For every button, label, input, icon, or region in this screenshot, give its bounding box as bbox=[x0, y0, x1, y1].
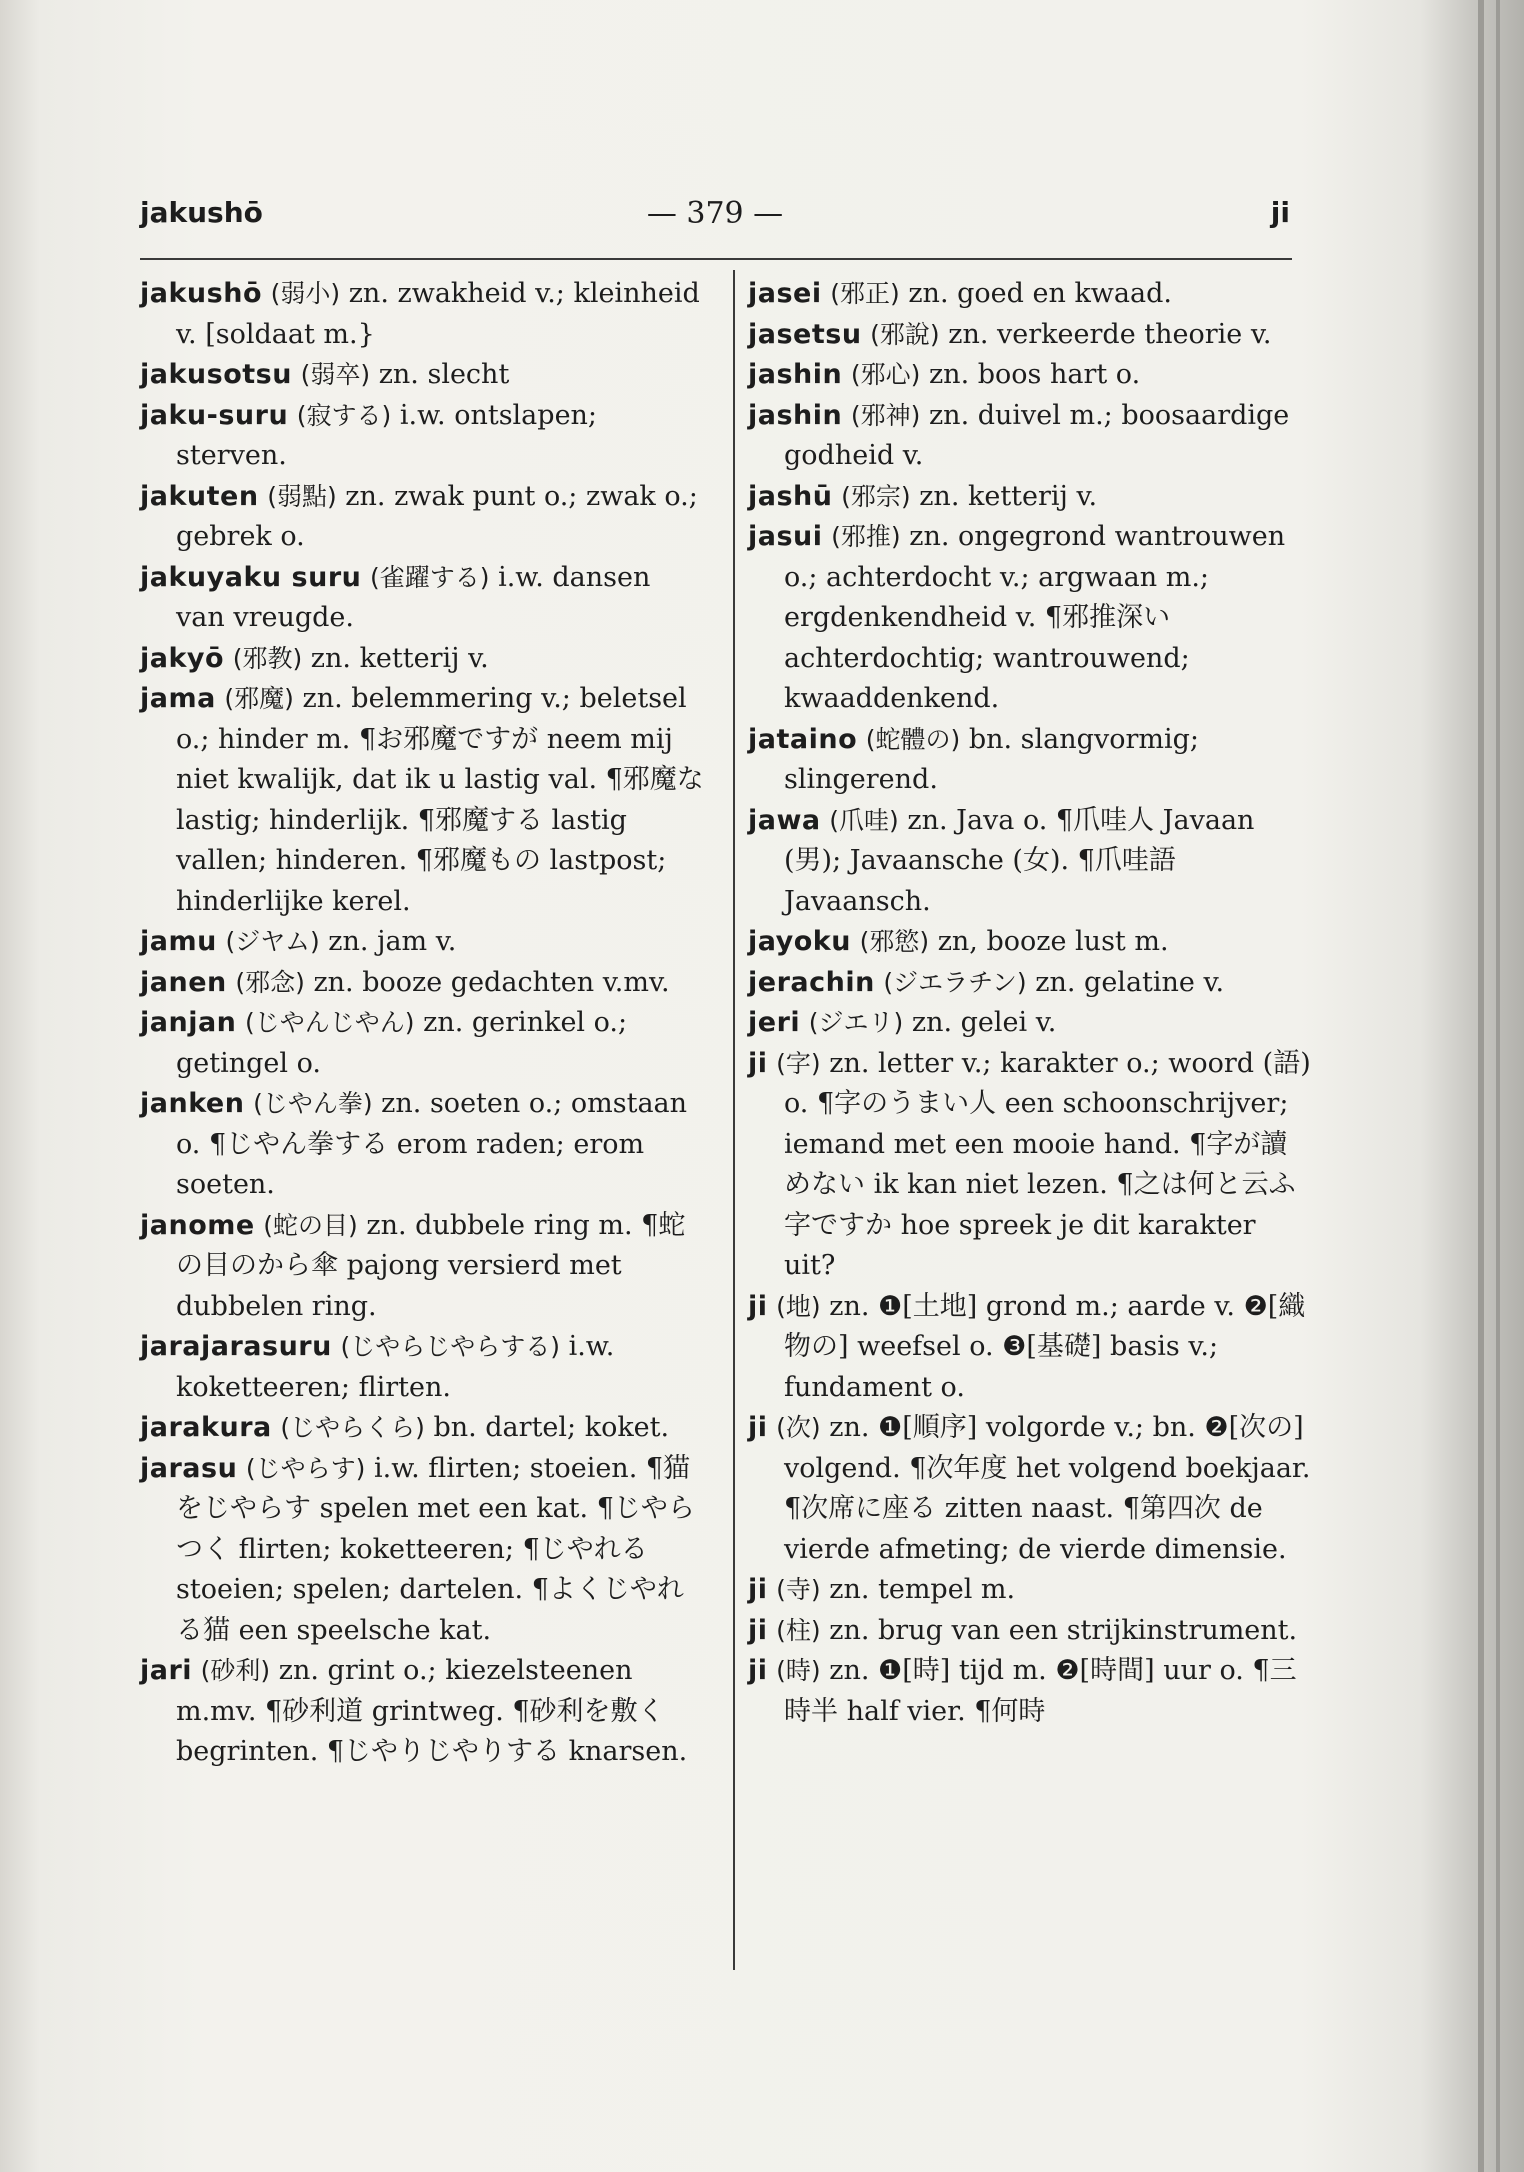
entry-kanji: (邪念) bbox=[235, 967, 305, 997]
entry-headword: ji bbox=[748, 1290, 768, 1322]
entry-kanji: (蛇の目) bbox=[263, 1210, 358, 1240]
entry-headword: jarasu bbox=[140, 1452, 238, 1484]
entry-headword: jeri bbox=[748, 1007, 801, 1038]
page-number: — 379 — bbox=[646, 196, 784, 231]
dictionary-entry bbox=[140, 1084, 705, 1206]
entry-definition: i.w. flirten; stoeien. ¶猫をじやらす spelen met een kat. ¶じやらつく flirten; koketteeren; ¶じやれる stoeien; spelen; dartelen. ¶よくじやれる猫 een speelsche kat. bbox=[176, 1452, 695, 1646]
entry-definition: zn. gelei v. bbox=[911, 1007, 1057, 1038]
entry-kanji: (字) bbox=[776, 1048, 821, 1078]
entry-definition: zn. boos hart o. bbox=[928, 359, 1141, 390]
dictionary-entry bbox=[140, 963, 705, 1004]
entry-definition: zn. jam v. bbox=[328, 926, 457, 957]
entry-headword: jaku-suru bbox=[140, 399, 289, 431]
entry-kanji: (じやらす) bbox=[245, 1453, 366, 1483]
entry-definition: zn. ❶[時] tijd m. ❷[時間] uur o. ¶三時半 half vier. ¶何時 bbox=[784, 1655, 1297, 1727]
dictionary-entry bbox=[748, 1651, 1313, 1732]
entry-headword: ji bbox=[748, 1047, 768, 1079]
entry-headword: jakushō bbox=[140, 278, 262, 309]
entry-headword: jakusotsu bbox=[140, 359, 292, 390]
entry-definition: zn. ketterij v. bbox=[310, 642, 489, 674]
entry-definition: zn, booze lust m. bbox=[937, 926, 1169, 957]
entry-definition: i.w. dansen van vreugde. bbox=[176, 561, 651, 633]
entry-kanji: (弱小) bbox=[270, 279, 341, 308]
dictionary-entry bbox=[140, 1206, 705, 1328]
dictionary-entry bbox=[140, 274, 705, 355]
entry-definition: zn. tempel m. bbox=[829, 1574, 1016, 1605]
entry-kanji: (邪說) bbox=[870, 319, 940, 349]
dictionary-entry bbox=[748, 1044, 1313, 1287]
dictionary-entry bbox=[140, 1003, 705, 1084]
entry-kanji: (弱卒) bbox=[300, 360, 371, 389]
entry-headword: jama bbox=[140, 683, 216, 714]
entry-headword: jataino bbox=[748, 723, 858, 755]
entry-kanji: (じやん拳) bbox=[253, 1089, 373, 1118]
dictionary-entry bbox=[140, 558, 705, 639]
entry-definition: zn. letter v.; karakter o.; woord (語) o. ¶字のうまい人 een schoonschrijver; iemand met een mooie hand. ¶字が讀めない ik kan niet lezen. ¶之は何と云ふ字ですか hoe spreek je dit karakter uit? bbox=[784, 1047, 1311, 1281]
entry-definition: zn. brug van een strijkinstrument. bbox=[829, 1614, 1298, 1646]
entry-kanji: (弱點) bbox=[267, 481, 337, 511]
dictionary-entry bbox=[140, 477, 705, 558]
entry-headword: jashin bbox=[748, 399, 843, 431]
header-rule bbox=[140, 258, 1292, 260]
entry-headword: jashin bbox=[748, 359, 843, 390]
dictionary-entry bbox=[140, 396, 705, 477]
entry-kanji: (邪心) bbox=[850, 360, 921, 389]
entry-headword: ji bbox=[748, 1574, 768, 1605]
dictionary-entry bbox=[748, 1570, 1313, 1611]
entry-kanji: (邪神) bbox=[850, 400, 921, 430]
entry-kanji: (邪推) bbox=[831, 522, 901, 551]
entry-definition: zn. dubbele ring m. ¶蛇の目のから傘 pajong versierd met dubbelen ring. bbox=[176, 1209, 686, 1322]
entry-kanji: (ジエラチン) bbox=[883, 967, 1027, 997]
page-edge bbox=[1496, 0, 1500, 2172]
dictionary-entry bbox=[140, 1408, 705, 1449]
entry-definition: zn. gelatine v. bbox=[1035, 966, 1225, 998]
dictionary-entry bbox=[140, 679, 705, 922]
entry-definition: bn. slangvormig; slingerend. bbox=[784, 723, 1199, 795]
entry-kanji: (ジエリ) bbox=[808, 1008, 904, 1037]
entry-headword: jerachin bbox=[748, 966, 875, 998]
entry-definition: zn. ongegrond wantrouwen o.; achterdocht v.; argwaan m.; ergdenkendheid v. ¶邪推深い achterdochtig; wantrouwend; kwaaddenkend. bbox=[784, 521, 1286, 714]
dictionary-entry bbox=[140, 1449, 705, 1652]
entry-headword: jakuten bbox=[140, 480, 259, 512]
dictionary-entry bbox=[748, 315, 1313, 356]
entry-definition: zn. belemmering v.; beletsel o.; hinder m. ¶お邪魔ですが neem mij niet kwalijk, dat ik u lastig val. ¶邪魔な lastig; hinderlijk. ¶邪魔する lastig vallen; hinderen. ¶邪魔もの lastpost; hinderlijke kerel. bbox=[176, 683, 704, 917]
entry-headword: jamu bbox=[140, 926, 217, 957]
entry-headword: jakuyaku suru bbox=[140, 561, 362, 593]
dictionary-entry bbox=[748, 1003, 1313, 1044]
entry-kanji: (邪教) bbox=[232, 643, 303, 673]
entry-definition: zn. gerinkel o.; getingel o. bbox=[176, 1007, 628, 1079]
dictionary-entry bbox=[748, 963, 1313, 1004]
entry-kanji: (寂する) bbox=[296, 400, 392, 430]
dictionary-entry bbox=[140, 1327, 705, 1408]
entry-definition: zn. ❶[土地] grond m.; aarde v. ❷[織物の] weefsel o. ❸[基礎] basis v.; fundament o. bbox=[784, 1290, 1306, 1403]
entry-headword: jakyō bbox=[140, 642, 225, 674]
entry-definition: zn. zwak punt o.; zwak o.; gebrek o. bbox=[176, 480, 698, 552]
dictionary-entry bbox=[748, 517, 1313, 720]
dictionary-entry bbox=[140, 922, 705, 963]
header-last-word: ji bbox=[1270, 196, 1290, 229]
entry-definition: zn. verkeerde theorie v. bbox=[948, 318, 1272, 350]
entry-headword: jarajarasuru bbox=[140, 1331, 332, 1362]
entry-headword: jari bbox=[140, 1655, 193, 1686]
dictionary-entry bbox=[748, 1408, 1313, 1570]
dictionary-entry bbox=[748, 922, 1313, 963]
dictionary-entry bbox=[140, 1651, 705, 1773]
entry-headword: janen bbox=[140, 966, 227, 998]
entry-headword: ji bbox=[748, 1614, 768, 1646]
entry-headword: jasui bbox=[748, 521, 823, 552]
dictionary-entry bbox=[140, 355, 705, 396]
entry-definition: zn. booze gedachten v.mv. bbox=[313, 966, 670, 998]
entry-kanji: (邪慾) bbox=[859, 927, 930, 956]
entry-kanji: (じやんじやん) bbox=[245, 1008, 415, 1037]
entry-definition: zn. slecht bbox=[378, 359, 510, 390]
entry-kanji: (ジヤム) bbox=[225, 927, 320, 956]
entry-kanji: (雀躍する) bbox=[369, 562, 490, 592]
entry-definition: zn. goed en kwaad. bbox=[908, 278, 1172, 309]
dictionary-entry bbox=[748, 396, 1313, 477]
right-column bbox=[748, 274, 1313, 1732]
page-edge bbox=[1478, 0, 1484, 2172]
entry-kanji: (時) bbox=[776, 1656, 821, 1685]
entry-kanji: (じやらじやらする) bbox=[340, 1332, 560, 1361]
entry-definition: bn. dartel; koket. bbox=[433, 1412, 670, 1443]
entry-kanji: (じやらくら) bbox=[280, 1413, 425, 1442]
entry-kanji: (邪正) bbox=[830, 279, 900, 308]
entry-headword: jashū bbox=[748, 480, 833, 512]
dictionary-entry bbox=[748, 477, 1313, 518]
column-divider bbox=[733, 270, 735, 1970]
entry-definition: zn. soeten o.; omstaan o. ¶じやん拳する erom raden; erom soeten. bbox=[176, 1088, 688, 1200]
entry-definition: zn. Java o. ¶爪哇人 Javaan (男); Javaansche (女). ¶爪哇語 Javaansch. bbox=[784, 804, 1255, 917]
entry-definition: i.w. ontslapen; sterven. bbox=[176, 399, 598, 471]
dictionary-entry bbox=[748, 720, 1313, 801]
entry-headword: janken bbox=[140, 1088, 245, 1119]
dictionary-entry bbox=[748, 1611, 1313, 1652]
entry-headword: janome bbox=[140, 1209, 255, 1241]
entry-headword: janjan bbox=[140, 1007, 237, 1038]
entry-kanji: (蛇體の) bbox=[865, 724, 961, 754]
entry-definition: zn. zwakheid v.; kleinheid v. [soldaat m.} bbox=[176, 278, 700, 350]
entry-headword: jasei bbox=[748, 278, 822, 309]
entry-kanji: (柱) bbox=[776, 1615, 821, 1645]
dictionary-entry bbox=[748, 801, 1313, 923]
entry-kanji: (次) bbox=[776, 1413, 821, 1442]
entry-definition: i.w. koketteeren; flirten. bbox=[176, 1331, 615, 1403]
entry-kanji: (地) bbox=[776, 1291, 821, 1321]
dictionary-entry bbox=[748, 274, 1313, 315]
entry-kanji: (爪哇) bbox=[829, 805, 899, 835]
entry-kanji: (邪宗) bbox=[841, 481, 911, 511]
dictionary-entry bbox=[748, 355, 1313, 396]
entry-definition: zn. ketterij v. bbox=[919, 480, 1098, 512]
entry-headword: jawa bbox=[748, 804, 821, 836]
entry-headword: jarakura bbox=[140, 1412, 272, 1443]
entry-definition: zn. duivel m.; boosaardige godheid v. bbox=[784, 399, 1290, 471]
entry-headword: ji bbox=[748, 1412, 768, 1443]
entry-definition: zn. ❶[順序] volgorde v.; bn. ❷[次の] volgend. ¶次年度 het volgend boekjaar. ¶次席に座る zitten naast. ¶第四次 de vierde afmeting; de vierde dimensie. bbox=[784, 1412, 1311, 1565]
entry-headword: jayoku bbox=[748, 926, 851, 957]
entry-kanji: (邪魔) bbox=[224, 684, 294, 713]
entry-definition: zn. grint o.; kiezelsteenen m.mv. ¶砂利道 grintweg. ¶砂利を敷く begrinten. ¶じやりじやりする knarsen. bbox=[176, 1655, 688, 1767]
dictionary-entry bbox=[748, 1287, 1313, 1409]
left-column bbox=[140, 274, 705, 1773]
entry-kanji: (砂利) bbox=[200, 1656, 271, 1685]
running-header bbox=[140, 196, 1290, 246]
header-first-word: jakushō bbox=[140, 196, 263, 229]
entry-headword: jasetsu bbox=[748, 318, 862, 350]
dictionary-entry bbox=[140, 639, 705, 680]
entry-kanji: (寺) bbox=[776, 1575, 821, 1604]
entry-headword: ji bbox=[748, 1655, 768, 1686]
